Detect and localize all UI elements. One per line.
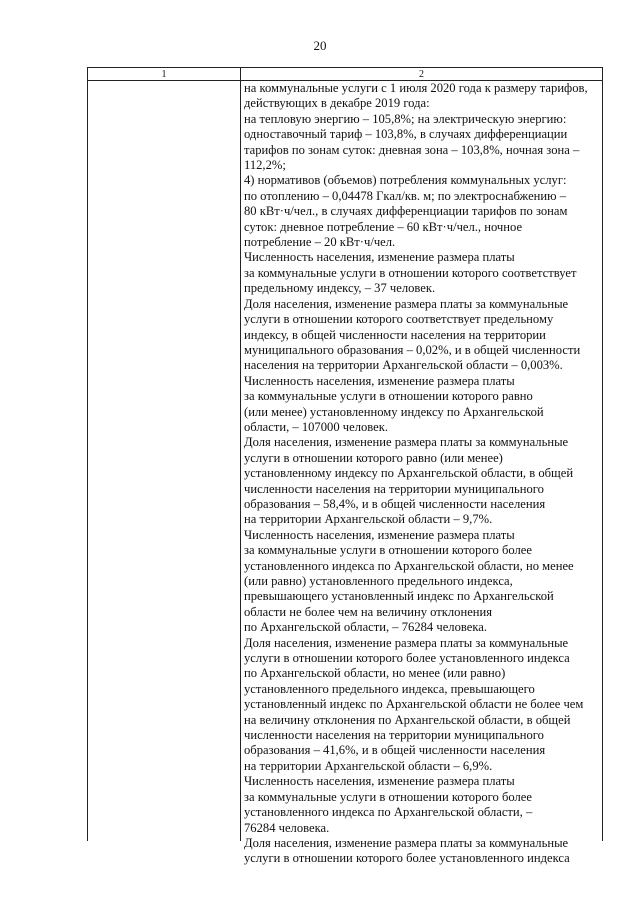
text-line: по Архангельской области, – 76284 человека. <box>244 620 488 635</box>
text-line: (или менее) установленному индексу по Архангельской <box>244 404 544 419</box>
text-line: 80 кВт·ч/чел., в случаях дифференциации тарифов по зонам <box>244 204 568 219</box>
text-line: Численность населения, изменение размера платы <box>244 373 515 388</box>
text-line: Доля населения, изменение размера платы за коммунальные <box>244 835 569 850</box>
text-line: населения на территории Архангельской области – 0,003%. <box>244 358 563 373</box>
text-line: 4) нормативов (объемов) потребления коммунальных услуг: <box>244 173 567 188</box>
text-line: за коммунальные услуги в отношении которого равно <box>244 389 533 404</box>
text-line: образования – 58,4%, и в общей численности населения <box>244 496 546 511</box>
text-line: муниципального образования – 0,02%, и в общей численности <box>244 342 581 357</box>
text-line: Доля населения, изменение размера платы за коммунальные <box>244 296 569 311</box>
text-line: Доля населения, изменение размера платы за коммунальные <box>244 435 569 450</box>
text-line: Численность населения, изменение размера платы <box>244 527 515 542</box>
text-line: Доля населения, изменение размера платы за коммунальные <box>244 635 569 650</box>
text-line: услуги в отношении которого более установленного индекса <box>244 851 570 866</box>
text-line: установленного индекса по Архангельской области, – <box>244 805 533 820</box>
document-table <box>87 67 603 866</box>
text-line: установленный индекс по Архангельской области не более чем <box>244 697 584 712</box>
text-line: установленного предельного индекса, превышающего <box>244 681 535 696</box>
text-line: потребление – 20 кВт·ч/чел. <box>244 235 396 250</box>
text-line: тарифов по зонам суток: дневная зона – 103,8%, ночная зона – <box>244 142 580 157</box>
text-line: услуги в отношении которого равно (или менее) <box>244 450 503 465</box>
text-line: суток: дневное потребление – 60 кВт·ч/чел., ночное <box>244 219 523 234</box>
text-line: по отоплению – 0,04478 Гкал/кв. м; по электроснабжению – <box>244 188 567 203</box>
column-1-cell <box>88 81 241 842</box>
column-header-1: 1 <box>88 68 241 81</box>
text-line: по Архангельской области, но менее (или равно) <box>244 666 506 681</box>
text-line: установленному индексу по Архангельской области, в общей <box>244 466 574 481</box>
body-text <box>241 81 602 866</box>
text-line: 112,2%; <box>244 158 286 173</box>
text-line: образования – 41,6%, и в общей численности населения <box>244 743 546 758</box>
text-line: Численность населения, изменение размера платы <box>244 250 515 265</box>
page-number: 20 <box>313 38 327 53</box>
table-header-row <box>88 68 603 81</box>
text-line: за коммунальные услуги в отношении которого более <box>244 543 532 558</box>
text-line: численности населения на территории муниципального <box>244 481 544 496</box>
text-line: на территории Архангельской области – 9,7%. <box>244 512 493 527</box>
text-line: области не более чем на величину отклонения <box>244 604 493 619</box>
text-line: на величину отклонения по Архангельской области, в общей <box>244 712 571 727</box>
text-line: численности населения на территории муниципального <box>244 728 544 743</box>
text-line: предельному индексу, – 37 человек. <box>244 281 436 296</box>
text-line: за коммунальные услуги в отношении которого соответствует <box>244 265 577 280</box>
column-header-2: 2 <box>241 68 603 81</box>
text-line: одноставочный тариф – 103,8%, в случаях дифференциации <box>244 127 568 142</box>
text-line: на территории Архангельской области – 6,9%. <box>244 758 493 773</box>
text-line: действующих в декабре 2019 года: <box>244 96 430 111</box>
text-line: услуги в отношении которого соответствует предельному <box>244 312 554 327</box>
text-line: 76284 человека. <box>244 820 330 835</box>
table-row <box>88 81 603 842</box>
text-line: на тепловую энергию – 105,8%; на электрическую энергию: <box>244 111 567 126</box>
text-line: области, – 107000 человек. <box>244 419 389 434</box>
text-line: (или равно) установленного предельного индекса, <box>244 574 513 588</box>
text-line: установленного индекса по Архангельской области, но менее <box>244 558 574 573</box>
text-line: услуги в отношении которого более установленного индекса <box>244 651 570 666</box>
text-line: за коммунальные услуги в отношении которого более <box>244 789 532 804</box>
text-line: Численность населения, изменение размера платы <box>244 774 515 789</box>
text-line: превышающего установленный индекс по Архангельской <box>244 589 554 604</box>
text-line: на коммунальные услуги с 1 июля 2020 года к размеру тарифов, <box>244 81 588 95</box>
text-line: индексу, в общей численности населения на территории <box>244 327 546 342</box>
column-2-cell <box>241 81 603 866</box>
